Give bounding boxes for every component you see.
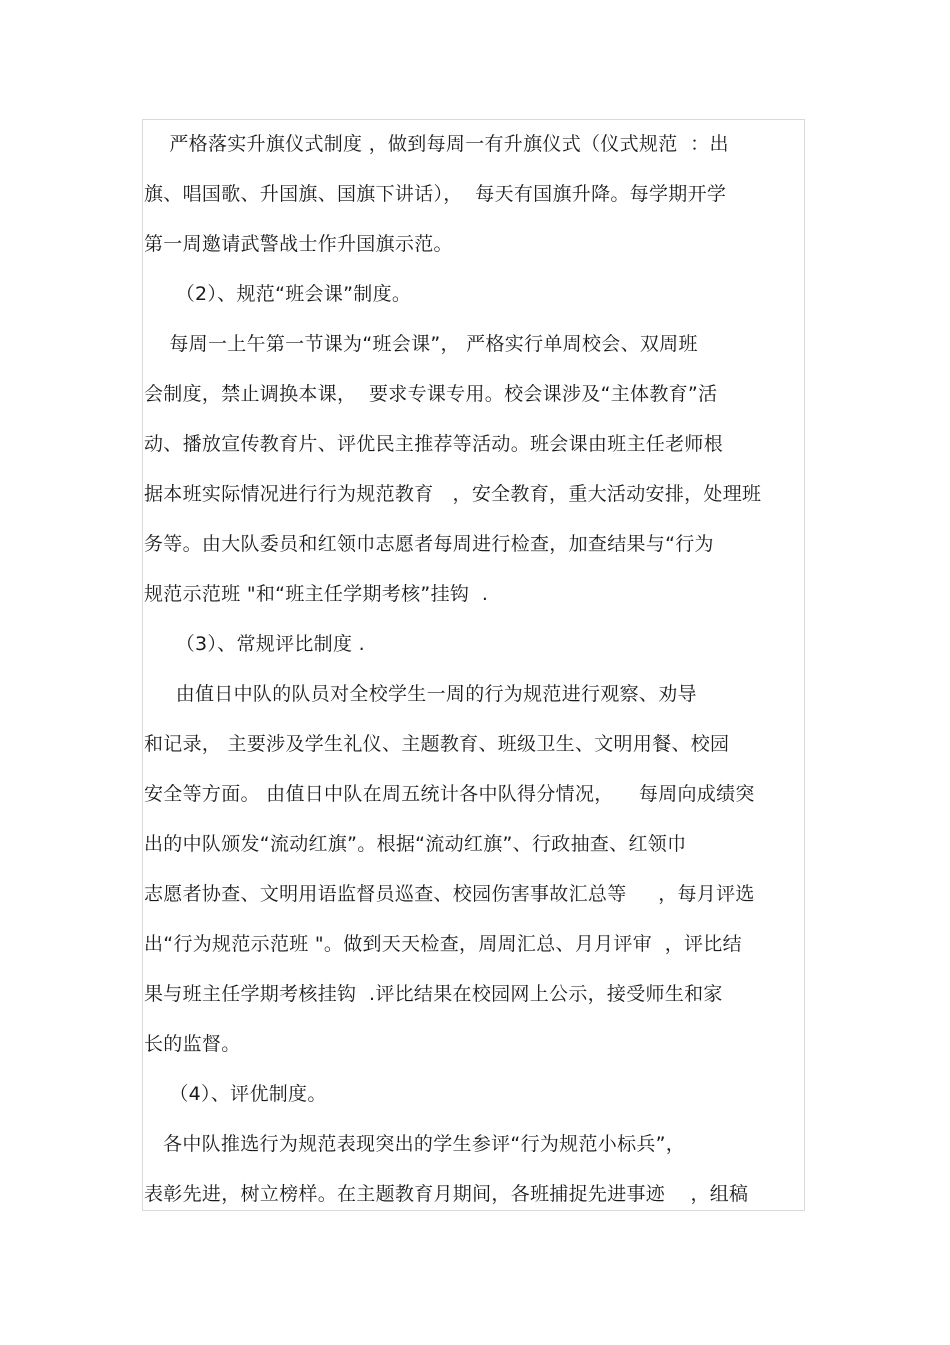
text-line: 果与班主任学期考核挂钩 .评比结果在校园网上公示，接受师生和家 [144, 983, 723, 1005]
text-line: 志愿者协查、文明用语监督员巡查、校园伤害事故汇总等 ，每月评选 [144, 883, 755, 905]
section-heading: （4）、评优制度。 [144, 1083, 327, 1105]
text-line: 会制度，禁止调换本课， 要求专课专用。校会课涉及“主体教育”活 [144, 383, 718, 405]
text-line: 据本班实际情况进行行为规范教育 ，安全教育，重大活动安排，处理班 [144, 483, 762, 505]
text-line: 长的监督。 [144, 1033, 241, 1055]
text-line: 和记录， 主要涉及学生礼仪、主题教育、班级卫生、文明用餐、校园 [144, 733, 730, 755]
text-line: 务等。由大队委员和红领巾志愿者每周进行检查，加查结果与“行为 [144, 533, 714, 555]
text-line: 由值日中队的队员对全校学生一周的行为规范进行观察、劝导 [144, 683, 697, 705]
text-line: 严格落实升旗仪式制度 ，做到每周一有升旗仪式（仪式规范 ：出 [144, 133, 729, 155]
text-line: 第一周邀请武警战士作升国旗示范。 [144, 233, 453, 255]
text-line: 表彰先进，树立榜样。在主题教育月期间，各班捕捉先进事迹 ，组稿 [144, 1183, 749, 1205]
text-line: 安全等方面。 由值日中队在周五统计各中队得分情况， 每周向成绩突 [144, 783, 755, 805]
section-heading: （2）、规范“班会课”制度。 [144, 283, 412, 305]
text-line: 规范示范班 "和“班主任学期考核”挂钩 . [144, 583, 489, 605]
document-body [144, 119, 804, 1219]
text-line: 出的中队颁发“流动红旗”。根据“流动红旗”、行政抽查、红领巾 [144, 833, 687, 855]
text-line: 每周一上午第一节课为“班会课”， 严格实行单周校会、双周班 [144, 333, 698, 355]
text-line: 旗、唱国歌、升国旗、国旗下讲话）， 每天有国旗升降。每学期开学 [144, 183, 727, 205]
text-line: 出“行为规范示范班 "。做到天天检查，周周汇总、月月评审 ，评比结 [144, 933, 742, 955]
section-heading: （3）、常规评比制度 . [144, 633, 365, 655]
text-line: 动、播放宣传教育片、评优民主推荐等活动。班会课由班主任老师根 [144, 433, 724, 455]
text-line: 各中队推选行为规范表现突出的学生参评“行为规范小标兵”， [144, 1133, 686, 1155]
